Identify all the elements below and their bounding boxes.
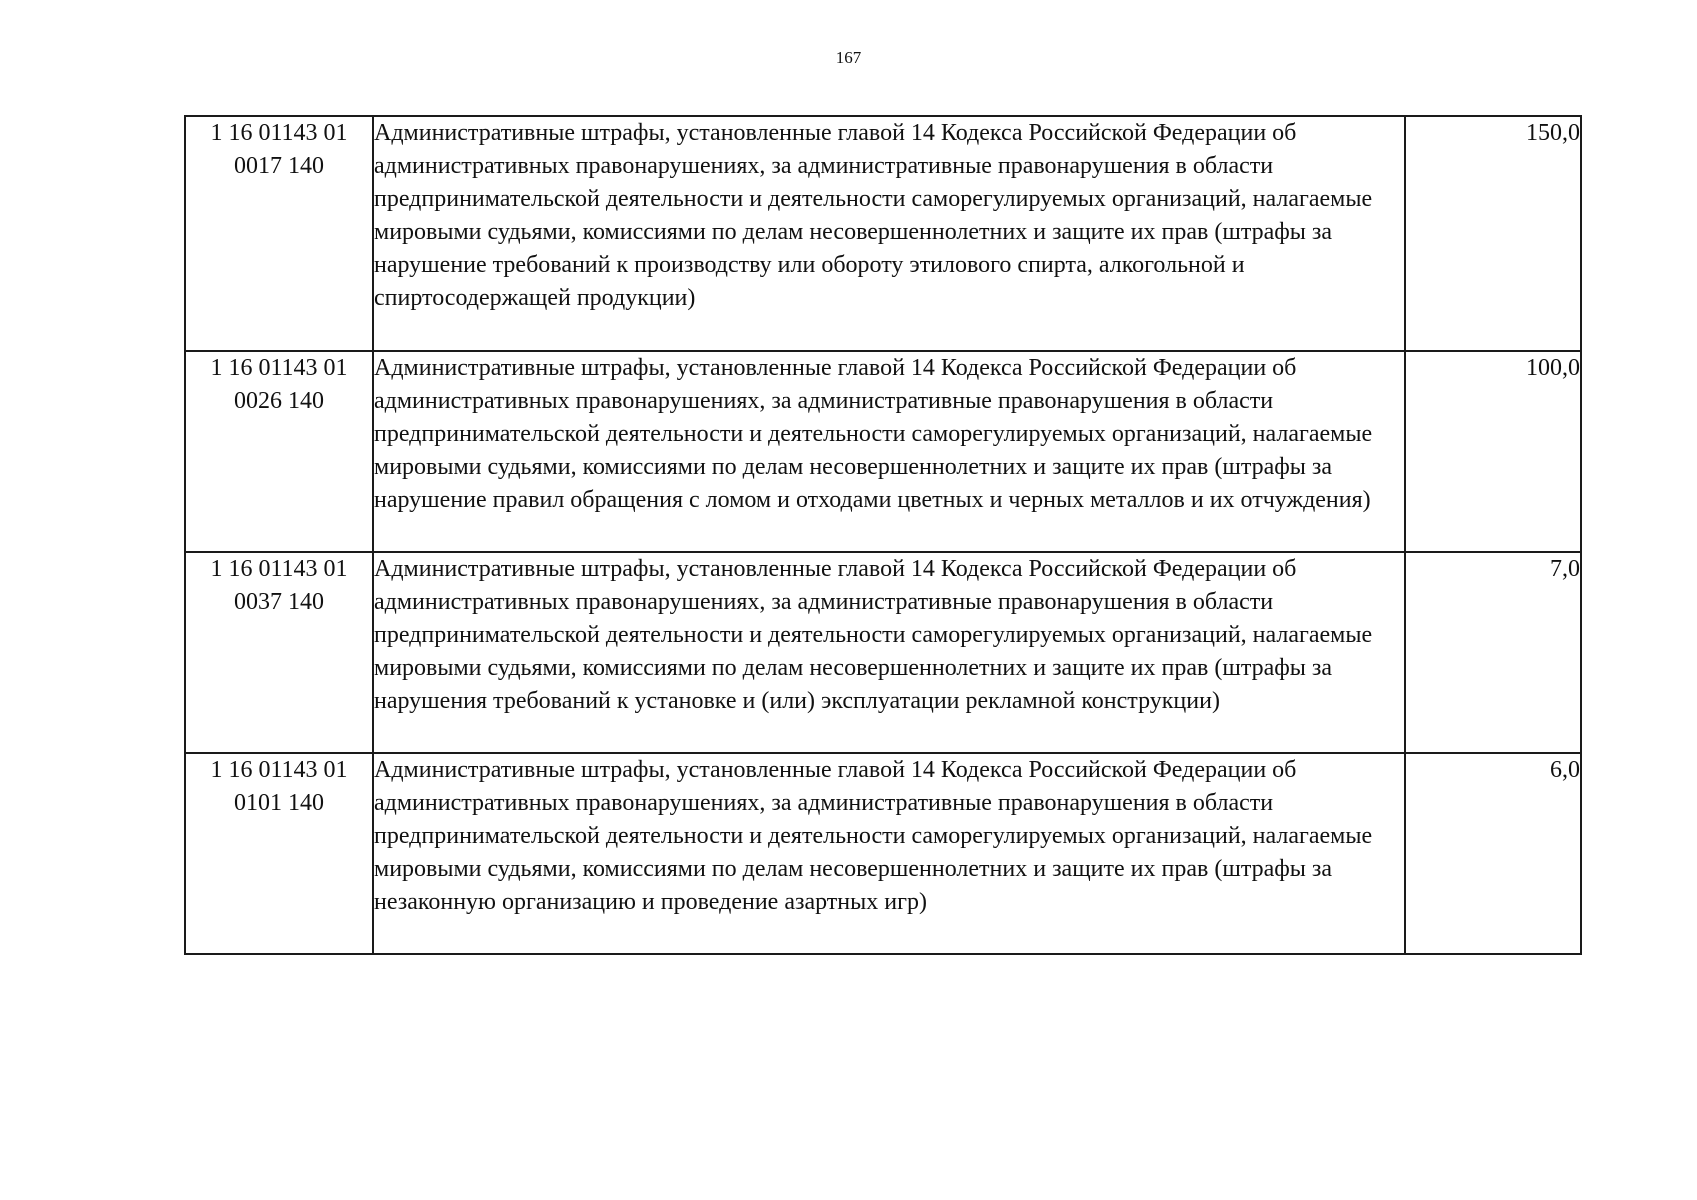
code-cell xyxy=(185,552,373,753)
code-cell xyxy=(185,753,373,954)
code-cell xyxy=(185,116,373,351)
description-cell: Административные штрафы, установленные главой 14 Кодекса Российской Федерации об административных правонарушениях, за административные правонарушения в области предпринимательской деятельности и деятельности саморегулируемых организаций, налагаемые мировыми судьями, комиссиями по делам несовершеннолетних и защите их прав (штрафы за нарушение требований к производству или обороту этилового спирта, алкогольной и спиртосодержащей продукции) xyxy=(373,116,1405,351)
budget-table xyxy=(184,115,1582,955)
code-line-2: 0101 140 xyxy=(234,790,324,816)
description-cell: Административные штрафы, установленные главой 14 Кодекса Российской Федерации об административных правонарушениях, за административные правонарушения в области предпринимательской деятельности и деятельности саморегулируемых организаций, налагаемые мировыми судьями, комиссиями по делам несовершеннолетних и защите их прав (штрафы за незаконную организацию и проведение азартных игр) xyxy=(373,753,1405,954)
code-line-2: 0026 140 xyxy=(234,388,324,414)
amount-cell: 6,0 xyxy=(1405,753,1581,954)
amount-cell: 7,0 xyxy=(1405,552,1581,753)
description-cell: Административные штрафы, установленные главой 14 Кодекса Российской Федерации об административных правонарушениях, за административные правонарушения в области предпринимательской деятельности и деятельности саморегулируемых организаций, налагаемые мировыми судьями, комиссиями по делам несовершеннолетних и защите их прав (штрафы за нарушение правил обращения с ломом и отходами цветных и черных металлов и их отчуждения) xyxy=(373,351,1405,552)
code-line-1: 1 16 01143 01 xyxy=(210,355,348,381)
code-line-2: 0017 140 xyxy=(234,153,324,179)
code-cell xyxy=(185,351,373,552)
code-line-1: 1 16 01143 01 xyxy=(210,556,348,582)
table-row xyxy=(185,753,1581,954)
description-cell: Административные штрафы, установленные главой 14 Кодекса Российской Федерации об административных правонарушениях, за административные правонарушения в области предпринимательской деятельности и деятельности саморегулируемых организаций, налагаемые мировыми судьями, комиссиями по делам несовершеннолетних и защите их прав (штрафы за нарушения требований к установке и (или) эксплуатации рекламной конструкции) xyxy=(373,552,1405,753)
code-line-1: 1 16 01143 01 xyxy=(210,120,348,146)
code-line-2: 0037 140 xyxy=(234,589,324,615)
table-row xyxy=(185,116,1581,351)
budget-table-body xyxy=(185,116,1581,954)
amount-cell: 100,0 xyxy=(1405,351,1581,552)
table-row xyxy=(185,552,1581,753)
table-row xyxy=(185,351,1581,552)
amount-cell: 150,0 xyxy=(1405,116,1581,351)
page-number: 167 xyxy=(835,48,862,67)
code-line-1: 1 16 01143 01 xyxy=(210,757,348,783)
